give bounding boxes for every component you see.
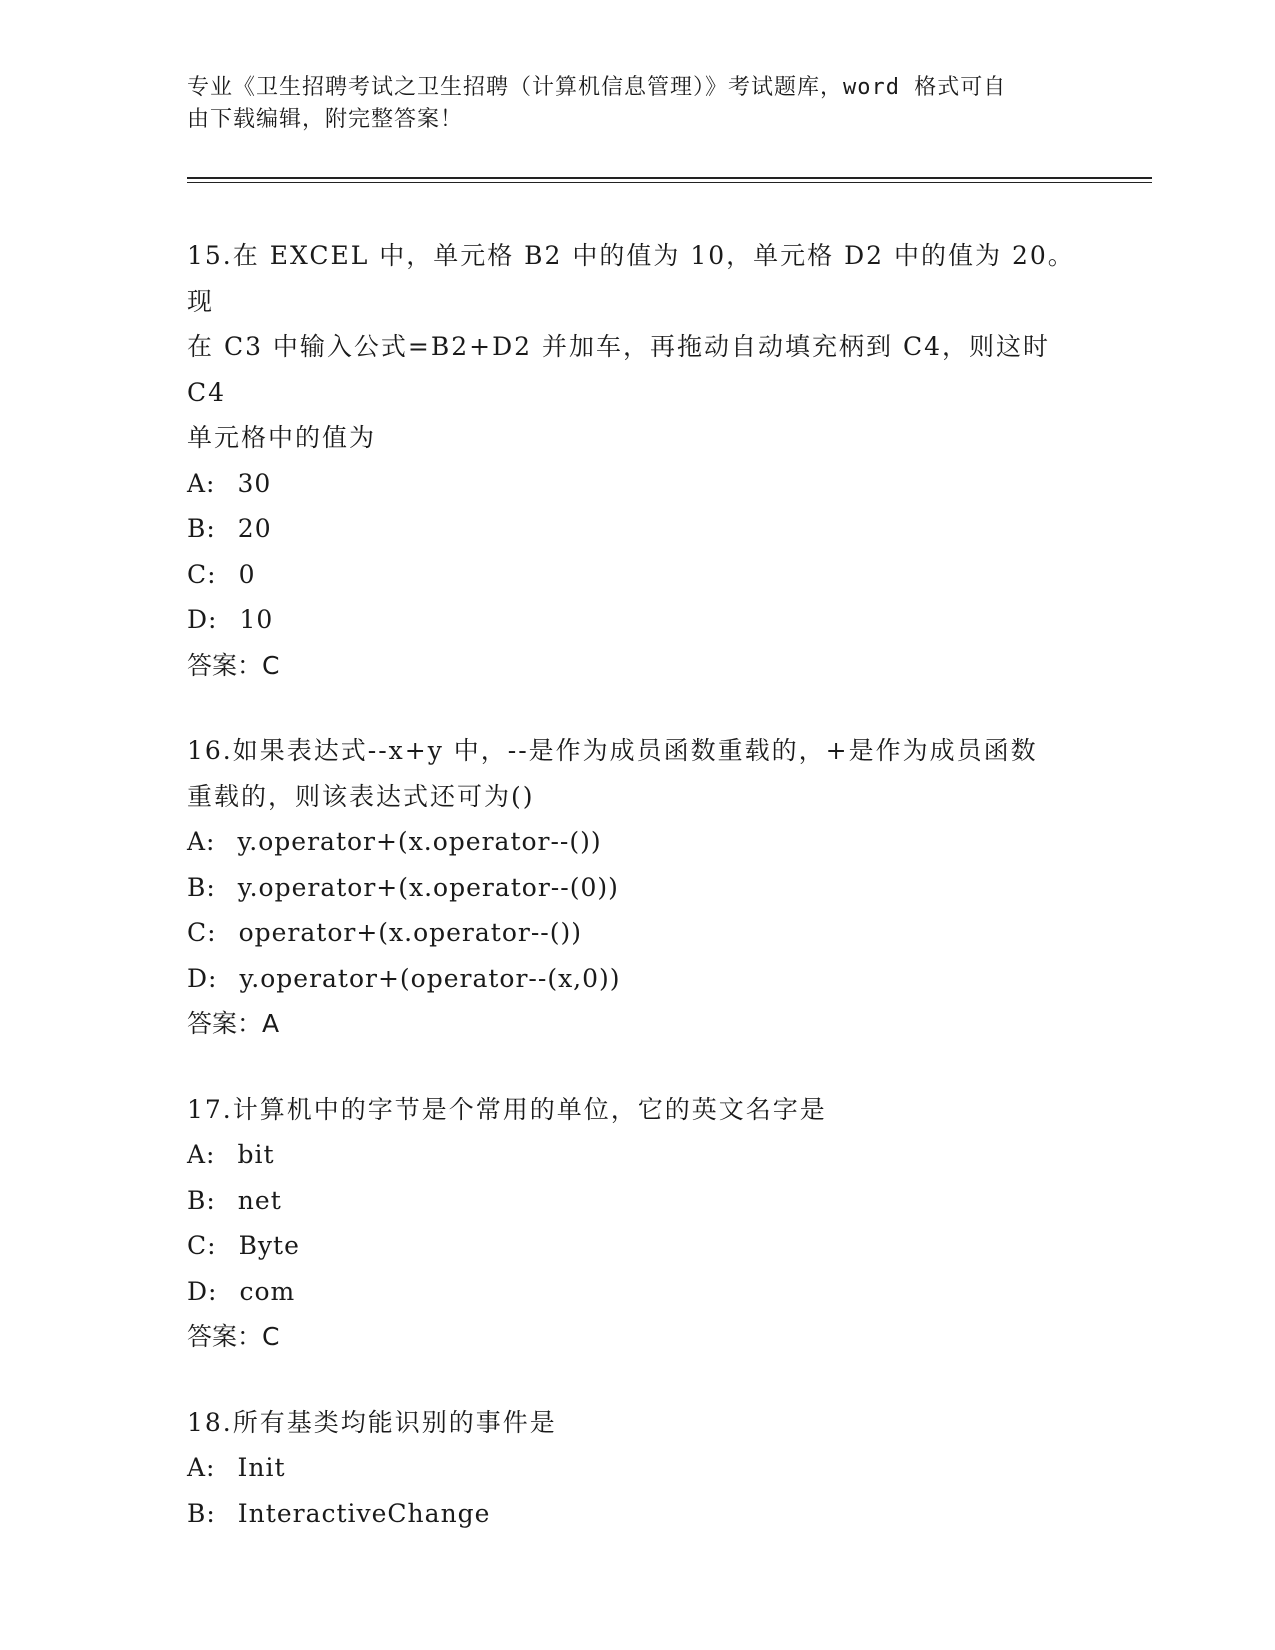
option-text: 30 [237,468,272,498]
document-header [187,72,1087,136]
header-divider-thin [187,182,1152,183]
question-17 [187,1087,1087,1360]
option-d [187,597,1087,643]
question-text-line: 重载的，则该表达式还可为() [187,781,535,811]
option-a [187,1132,1087,1178]
option-label: B: [187,1498,216,1528]
option-label: D: [187,963,218,993]
option-text: Byte [238,1231,300,1260]
option-text: 10 [239,605,274,634]
option-a [187,461,1087,507]
option-text: operator+(x.operator--()) [238,918,582,947]
option-label: B: [187,1185,216,1215]
option-text: Init [237,1453,286,1482]
option-text: y.operator+(x.operator--(0)) [237,872,619,902]
option-label: A: [187,1140,216,1169]
option-label: C: [187,559,217,589]
option-c [187,910,1087,956]
question-15 [187,233,1087,688]
option-text: net [237,1185,282,1215]
header-divider-thick [187,177,1152,179]
header-line-2: 由下载编辑，附完整答案！ [187,107,464,132]
option-text: bit [237,1140,275,1169]
option-text: InteractiveChange [237,1498,491,1528]
question-text-line: 17.计算机中的字节是个常用的单位，它的英文名字是 [187,1094,827,1124]
answer: 答案：C [187,650,280,680]
option-label: A: [187,827,216,856]
answer: 答案：C [187,1322,280,1351]
question-list [187,233,1087,1576]
question-text-line: 15.在 EXCEL 中，单元格 B2 中的值为 10，单元格 D2 中的值为 20。现 [187,241,1075,316]
question-text-line: 单元格中的值为 [187,423,377,452]
answer: 答案：A [187,1009,280,1038]
question-18 [187,1400,1087,1537]
question-16 [187,728,1087,1047]
option-label: A: [187,468,216,498]
option-d [187,1269,1087,1315]
option-label: C: [187,1231,217,1260]
question-text-line: 16.如果表达式--x+y 中，--是作为成员函数重载的，+是作为成员函数 [187,736,1038,765]
option-label: B: [187,872,216,902]
option-a [187,819,1087,865]
option-text: y.operator+(operator--(x,0)) [239,963,621,993]
option-b [187,1178,1087,1224]
option-b [187,506,1087,552]
option-label: D: [187,1276,218,1306]
option-label: D: [187,605,218,634]
option-b [187,1491,1087,1537]
option-label: B: [187,514,216,543]
option-d [187,956,1087,1002]
header-line-1: 专业《卫生招聘考试之卫生招聘（计算机信息管理）》考试题库，word 格式可自 [187,75,1007,100]
option-label: C: [187,918,217,947]
question-text-line: 18.所有基类均能识别的事件是 [187,1407,557,1437]
option-text: 20 [237,514,272,543]
option-label: A: [187,1453,216,1482]
option-text: 0 [238,559,256,589]
option-c [187,1223,1087,1269]
question-text-line: 在 C3 中输入公式=B2+D2 并加车，再拖动自动填充柄到 C4，则这时 C4 [187,332,1050,407]
option-c [187,552,1087,598]
option-text: com [239,1276,296,1306]
option-text: y.operator+(x.operator--()) [237,827,602,856]
option-b [187,865,1087,911]
option-a [187,1445,1087,1491]
